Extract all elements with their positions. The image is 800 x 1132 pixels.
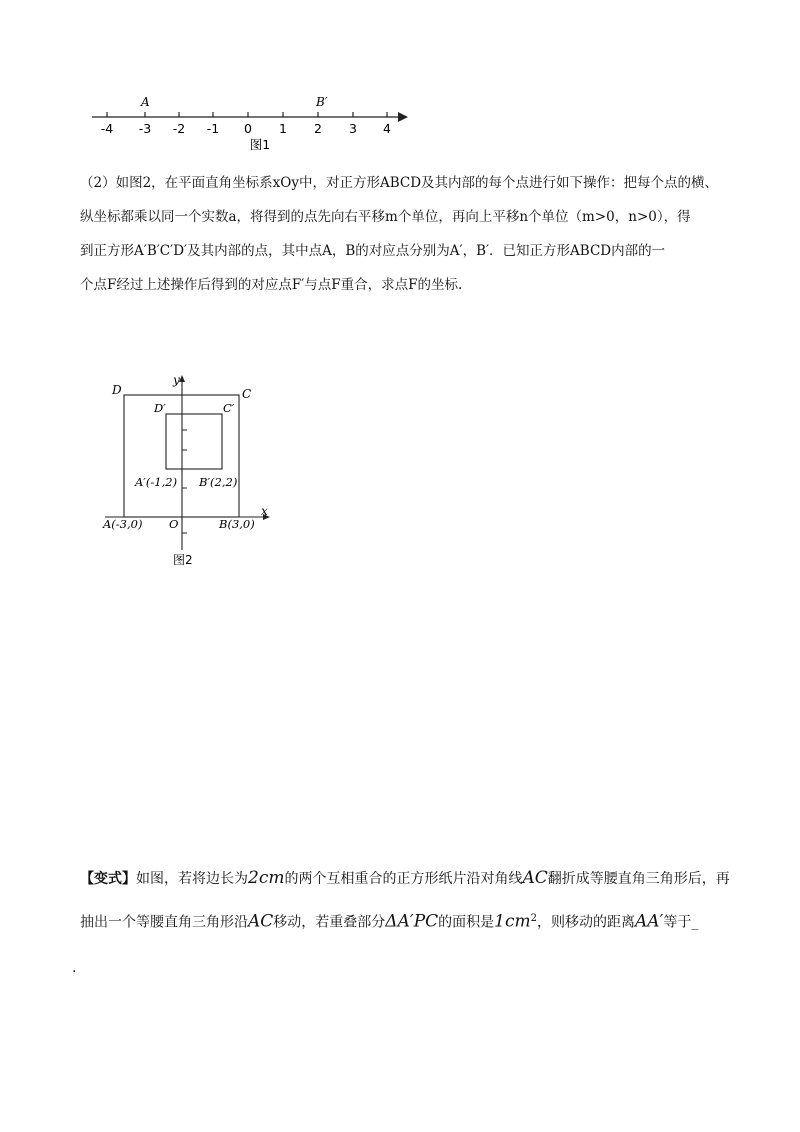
problem2-text <box>80 166 780 302</box>
variant-text-run: 等于_ <box>663 914 699 931</box>
vertex-label-d: D <box>112 383 122 397</box>
variant-tag: 【变式】 <box>80 871 136 887</box>
tick-label: 0 <box>244 121 252 136</box>
number-line-ticks <box>107 112 387 117</box>
figure1-caption: 图1 <box>249 137 271 152</box>
tick-label: 1 <box>279 121 287 136</box>
number-line-arrow <box>398 112 408 122</box>
variant-text-run: 翻折成等腰直角三角形后，再 <box>547 871 730 887</box>
variant-text-run: 如图，若将边长为 <box>136 871 248 887</box>
problem2-line: 纵坐标都乘以同一个实数a，将得到的点先向右平移m个单位，再向上平移n个单位（m>0，n>0），得 <box>80 209 691 225</box>
tick-labels <box>101 121 391 136</box>
math-ac: AC <box>248 911 274 932</box>
tick-label: -1 <box>206 121 220 136</box>
vertex-label-b: B(3,0) <box>219 517 255 531</box>
point-label-bprime: B′ <box>316 95 328 109</box>
figure1-number-line <box>80 85 420 160</box>
tick-label: -4 <box>100 121 114 136</box>
square-abcd-prime <box>166 414 222 469</box>
x-axis-label: x <box>261 504 268 518</box>
variant-text-run: ，则移动的距离 <box>537 914 635 931</box>
vertex-label-bprime: B′(2,2) <box>199 475 238 489</box>
tick-label: -3 <box>138 121 152 136</box>
variant-text-run: 抽出一个等腰直角三角形沿 <box>80 914 248 931</box>
problem2-line: 个点F经过上述操作后得到的对应点F′与点F重合，求点F的坐标. <box>80 277 463 293</box>
vertex-label-cprime: C′ <box>223 401 235 415</box>
math-superscript: 2 <box>530 913 537 924</box>
math-triangle-apc: ΔA′PC <box>385 911 439 932</box>
vertex-label-a: A(-3,0) <box>103 517 143 531</box>
math-1cm2: 1cm <box>494 911 531 932</box>
math-ac: AC <box>522 868 548 888</box>
variant-text-run: 移动，若重叠部分 <box>273 914 386 931</box>
problem2-line: 到正方形A′B′C′D′及其内部的点，其中点A，B的对应点分别为A′，B′．已知正方形ABCD内部的一 <box>80 243 666 259</box>
math-aa-prime: AA′ <box>635 911 664 932</box>
tick-label: 4 <box>383 121 391 136</box>
tick-label: 2 <box>314 121 322 136</box>
variant-text <box>80 858 780 943</box>
tick-label: -2 <box>172 121 186 136</box>
figure2-caption: 图2 <box>173 553 193 567</box>
tick-label: 3 <box>349 121 357 136</box>
variant-text-run: 的两个互相重合的正方形纸片沿对角线 <box>284 871 523 887</box>
vertex-label-dprime: D′ <box>154 401 166 415</box>
variant-line-2 <box>80 899 780 943</box>
problem2-line: （2）如图2，在平面直角坐标系xOy中，对正方形ABCD及其内部的每个点进行如下操作：把每个点的横、 <box>80 175 719 191</box>
vertex-label-c: C <box>242 387 252 401</box>
trailing-dot: . <box>72 960 77 976</box>
figure2-coordinate-plane <box>95 370 295 575</box>
variant-line-1 <box>80 858 780 899</box>
math-2cm: 2cm <box>248 868 285 888</box>
origin-label: O <box>169 517 179 531</box>
y-axis-arrow <box>179 375 185 382</box>
vertex-label-aprime: A′(-1,2) <box>135 475 178 489</box>
y-axis-label: y <box>173 373 180 387</box>
variant-text-run: 的面积是 <box>438 914 495 931</box>
point-label-a: A <box>141 95 150 109</box>
